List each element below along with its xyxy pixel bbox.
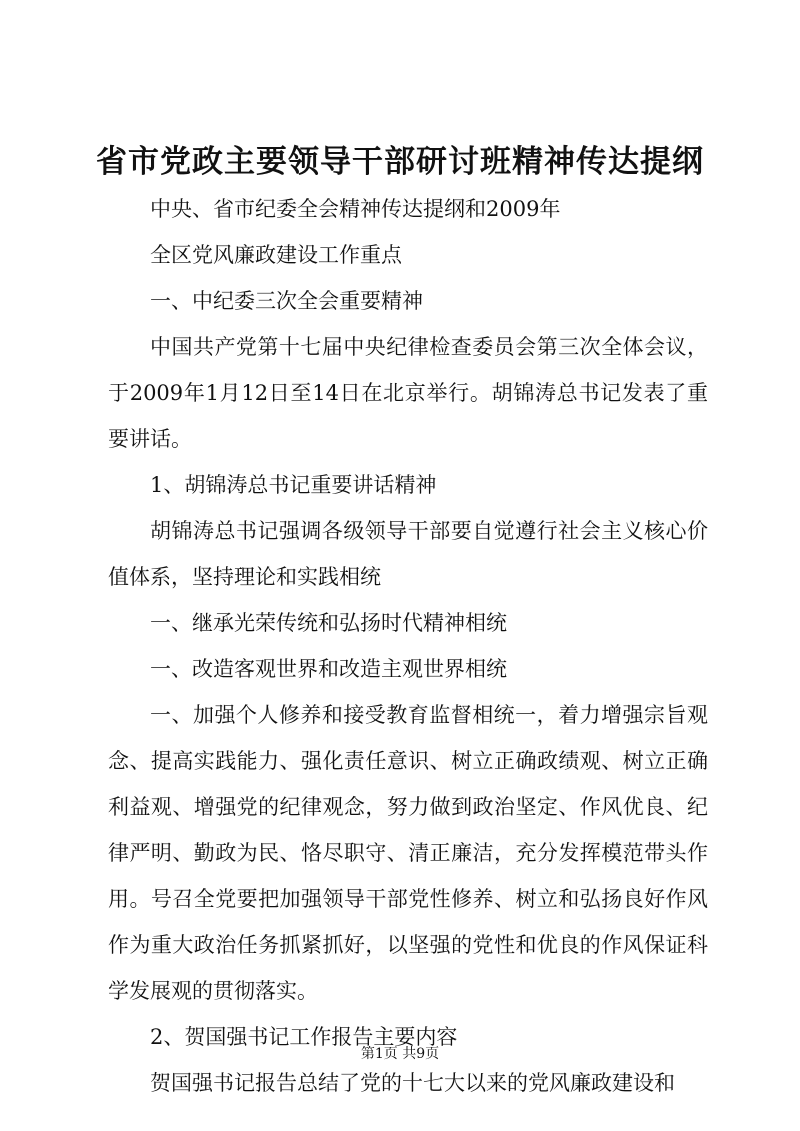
paragraph-hu-speech: 胡锦涛总书记强调各级领导干部要自觉遵行社会主义核心价值体系，坚持理论和实践相统 (108, 519, 708, 589)
section-heading-hu-speech: 1、胡锦涛总书记重要讲话精神 (150, 473, 437, 497)
document-title: 省市党政主要领导干部研讨班精神传达提纲 (96, 144, 704, 180)
document-body (108, 186, 708, 1106)
paragraph-tradition: 一、继承光荣传统和弘扬时代精神相统 (150, 611, 507, 635)
paragraph-subtitle-2: 全区党风廉政建设工作重点 (150, 243, 402, 267)
paragraph-meeting-intro: 中国共产党第十七届中央纪律检查委员会第三次全体会议，于2009年1月12日至14日在北京举行。胡锦涛总书记发表了重要讲话。 (108, 335, 708, 451)
paragraph-he-report: 贺国强书记报告总结了党的十七大以来的党风廉政建设和 (150, 1071, 675, 1095)
paragraph-subtitle-1: 中央、省市纪委全会精神传达提纲和2009年 (150, 197, 561, 221)
paragraph-transform-world: 一、改造客观世界和改造主观世界相统 (150, 657, 507, 681)
paragraph-self-cultivation: 一、加强个人修养和接受教育监督相统一，着力增强宗旨观念、提高实践能力、强化责任意识、树立正确政绩观、树立正确利益观、增强党的纪律观念，努力做到政治坚定、作风优良、纪律严明、勤政为民、恪尽职守、清正廉洁，充分发挥模范带头作用。号召全党要把加强领导干部党性修养、树立和弘扬良好作风作为重大政治任务抓紧抓好，以坚强的党性和优良的作风保证科学发展观的贯彻落实。 (108, 703, 708, 1003)
section-heading-he-report: 2、贺国强书记工作报告主要内容 (150, 1025, 458, 1049)
page-number-footer: 第1页 共9页 (360, 1046, 440, 1062)
section-heading-1: 一、中纪委三次全会重要精神 (150, 289, 423, 313)
